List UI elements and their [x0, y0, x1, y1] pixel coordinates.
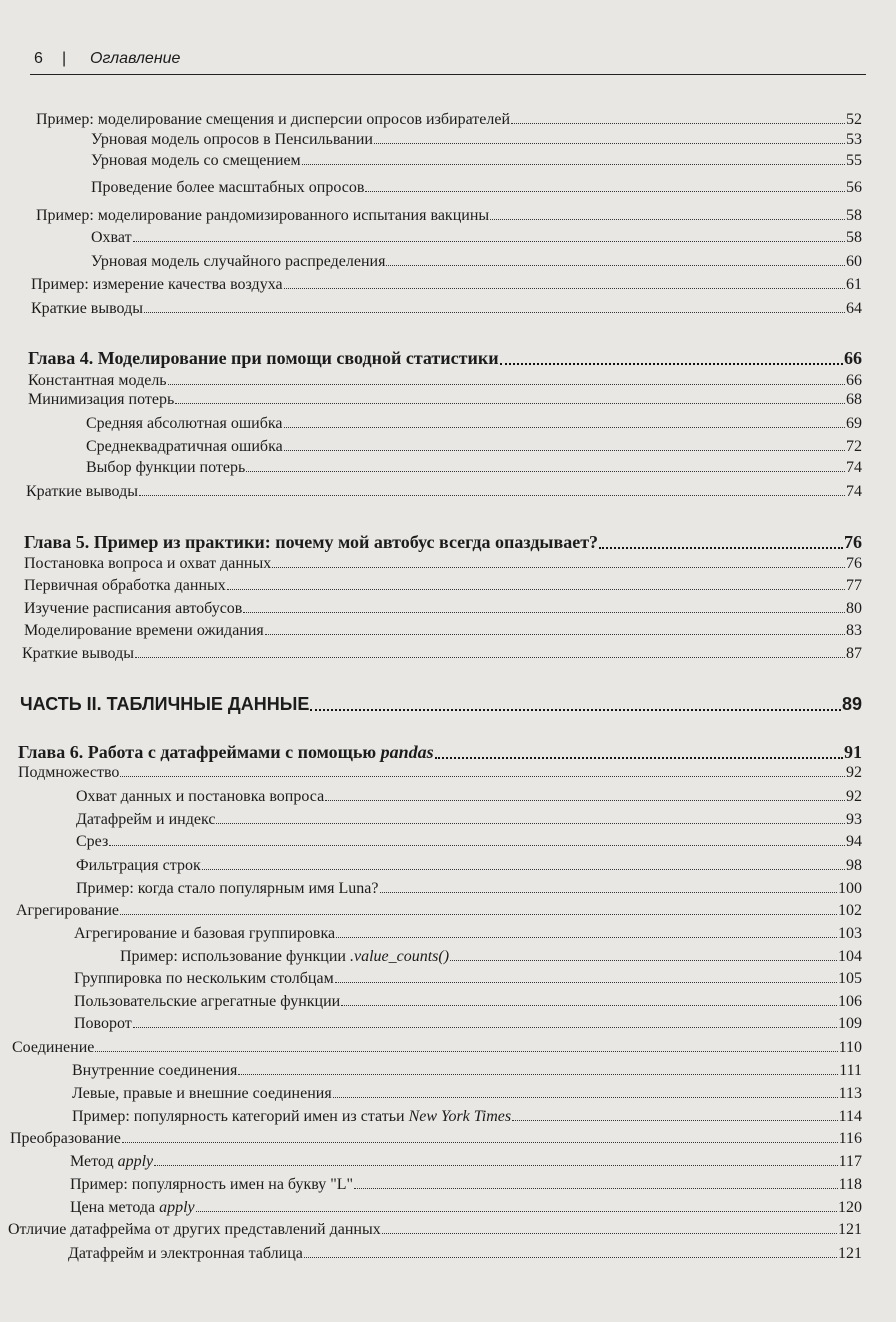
- toc-entry-title: Глава 6. Работа с датафреймами с помощью pandas: [18, 742, 434, 762]
- toc-entry-title: Минимизация потерь: [28, 391, 175, 408]
- toc-entry: [74, 968, 862, 992]
- toc-entry: [76, 831, 862, 855]
- toc-entry-title: Выбор функции потерь: [86, 459, 246, 476]
- toc-entry-title: Метод apply: [70, 1153, 154, 1170]
- toc-entry-title: Внутренние соединения: [72, 1062, 238, 1079]
- toc-entry-title: Урновая модель случайного распределения: [91, 253, 386, 270]
- toc-page-number: 106: [838, 993, 862, 1010]
- toc-entry: [18, 762, 862, 786]
- toc-entry-title: Агрегирование: [16, 902, 120, 919]
- toc-entry-title: Охват данных и постановка вопроса: [76, 788, 325, 805]
- toc-page-number: 61: [846, 276, 862, 293]
- toc-entry: [31, 298, 862, 322]
- toc-entry: [8, 1219, 862, 1243]
- toc-entry: [76, 855, 862, 879]
- toc-page-number: 118: [838, 1176, 862, 1193]
- toc-entry-title: Пример: моделирование смещения и дисперсии опросов избирателей: [36, 111, 511, 128]
- toc-entry-title: Проведение более масштабных опросов: [91, 179, 365, 196]
- toc-entry-title: Датафрейм и индекс: [76, 811, 216, 828]
- toc-page-number: 89: [841, 694, 862, 714]
- toc-entry-title: Пример: моделирование рандомизированного испытания вакцины: [36, 207, 490, 224]
- leader-dots: [135, 643, 845, 658]
- toc-entry-title: Левые, правые и внешние соединения: [72, 1085, 332, 1102]
- toc-entry: [26, 481, 862, 505]
- toc-entry: [24, 553, 862, 577]
- toc-entry-title: Датафрейм и электронная таблица: [68, 1245, 303, 1262]
- leader-dots: [325, 786, 845, 801]
- toc-page-number: 55: [846, 152, 862, 169]
- toc-entry: [16, 900, 862, 924]
- leader-dots: [168, 370, 845, 385]
- leader-dots: [120, 900, 837, 915]
- toc-entry: [72, 1083, 862, 1107]
- toc-entry: [120, 946, 862, 970]
- leader-dots: [216, 809, 845, 824]
- toc-entry-title: Глава 4. Моделирование при помощи сводной статистики: [28, 348, 499, 368]
- toc-page-number: 121: [838, 1221, 862, 1238]
- leader-dots: [227, 575, 845, 590]
- leader-dots: [512, 1106, 837, 1121]
- leader-dots: [284, 436, 845, 451]
- toc-page-number: 69: [846, 415, 862, 432]
- toc-entry-title: Агрегирование и базовая группировка: [74, 925, 336, 942]
- toc-entry-title: Пример: популярность категорий имен из статьи New York Times: [72, 1108, 512, 1125]
- leader-dots: [500, 347, 843, 365]
- toc-page-number: 66: [844, 348, 862, 368]
- toc-entry-title: Краткие выводы: [31, 300, 143, 317]
- toc-page-number: 98: [846, 857, 862, 874]
- header-separator: |: [62, 50, 67, 67]
- toc-entry-title: Преобразование: [10, 1130, 121, 1147]
- toc-page-number: 74: [846, 459, 862, 476]
- leader-dots: [122, 1128, 838, 1143]
- toc-entry-title: Изучение расписания автобусов: [24, 600, 243, 617]
- leader-dots: [175, 389, 845, 404]
- toc-page-number: 77: [846, 577, 862, 594]
- toc-entry: [91, 227, 862, 251]
- leader-dots: [284, 274, 845, 289]
- toc-page-number: 113: [838, 1085, 862, 1102]
- toc-page-number: 60: [846, 253, 862, 270]
- leader-dots: [599, 531, 843, 549]
- leader-dots: [120, 762, 845, 777]
- toc-entry-title: Охват: [91, 229, 132, 246]
- leader-dots: [154, 1151, 837, 1166]
- toc-page-number: 68: [846, 391, 862, 408]
- toc-page-number: 116: [838, 1130, 862, 1147]
- toc-entry-title: Подмножество: [18, 764, 120, 781]
- toc-entry-title: Среднеквадратичная ошибка: [86, 438, 283, 455]
- toc-entry: [24, 575, 862, 599]
- toc-page-number: 72: [846, 438, 862, 455]
- toc-page-number: 58: [846, 207, 862, 224]
- toc-entry: [70, 1151, 862, 1175]
- toc-entry: [72, 1060, 862, 1084]
- toc-page-number: 66: [846, 372, 862, 389]
- toc-entry-title: Моделирование времени ожидания: [24, 622, 264, 639]
- leader-dots: [382, 1219, 837, 1234]
- toc-entry: [24, 620, 862, 644]
- leader-dots: [272, 553, 845, 568]
- leader-dots: [304, 1243, 837, 1258]
- leader-dots: [284, 413, 845, 428]
- leader-dots: [144, 298, 845, 313]
- toc-page-number: 87: [846, 645, 862, 662]
- toc-entry: [72, 1106, 862, 1130]
- toc-entry: [76, 809, 862, 833]
- leader-dots: [238, 1060, 838, 1075]
- toc-entry: [31, 274, 862, 298]
- toc-entry: [36, 205, 862, 229]
- header-rule: [30, 74, 866, 75]
- toc-part-entry: [20, 693, 862, 717]
- leader-dots: [196, 1197, 837, 1212]
- toc-page-number: 121: [838, 1245, 862, 1262]
- toc-entry: [91, 251, 862, 275]
- leader-dots: [386, 251, 845, 266]
- leader-dots: [335, 968, 837, 983]
- leader-dots: [511, 109, 845, 124]
- toc-page-number: 109: [838, 1015, 862, 1032]
- leader-dots: [243, 598, 845, 613]
- toc-entry-title: Константная модель: [28, 372, 167, 389]
- toc-page-number: 64: [846, 300, 862, 317]
- leader-dots: [133, 1013, 837, 1028]
- toc-entry-title: Глава 5. Пример из практики: почему мой автобус всегда опаздывает?: [24, 532, 599, 552]
- leader-dots: [336, 923, 837, 938]
- toc-entry: [86, 413, 862, 437]
- toc-page-number: 53: [846, 131, 862, 148]
- toc-page-number: 103: [838, 925, 862, 942]
- leader-dots: [435, 741, 843, 759]
- toc-page-number: 105: [838, 970, 862, 987]
- toc-entry-title: ЧАСТЬ II. ТАБЛИЧНЫЕ ДАННЫЕ: [20, 694, 310, 714]
- toc-entry: [70, 1197, 862, 1221]
- leader-dots: [139, 481, 845, 496]
- toc-chapter-entry: [28, 347, 862, 371]
- toc-entry: [86, 457, 862, 481]
- toc-page-number: 117: [838, 1153, 862, 1170]
- toc-page-number: 102: [838, 902, 862, 919]
- toc-page-number: 52: [846, 111, 862, 128]
- leader-dots: [365, 177, 845, 192]
- toc-entry: [22, 643, 862, 667]
- toc-entry: [12, 1037, 862, 1061]
- toc-entry-title: Урновая модель опросов в Пенсильвании: [91, 131, 373, 148]
- toc-entry: [10, 1128, 862, 1152]
- toc-entry-title: Пользовательские агрегатные функции: [74, 993, 341, 1010]
- toc-page-number: 92: [846, 788, 862, 805]
- toc-entry: [24, 598, 862, 622]
- leader-dots: [302, 150, 845, 165]
- leader-dots: [490, 205, 845, 220]
- leader-dots: [310, 693, 841, 711]
- toc-entry-title: Краткие выводы: [26, 483, 138, 500]
- toc-entry: [74, 991, 862, 1015]
- toc-entry: [91, 177, 862, 201]
- toc-entry: [76, 878, 862, 902]
- toc-entry-title: Первичная обработка данных: [24, 577, 226, 594]
- leader-dots: [341, 991, 837, 1006]
- toc-entry-title: Соединение: [12, 1039, 95, 1056]
- toc-entry-title: Группировка по нескольким столбцам: [74, 970, 334, 987]
- toc-entry-title: Постановка вопроса и охват данных: [24, 555, 272, 572]
- toc-page-number: 92: [846, 764, 862, 781]
- toc-page-number: 111: [839, 1062, 862, 1079]
- toc-entry-title: Пример: когда стало популярным имя Luna?: [76, 880, 379, 897]
- toc-entry-title: Фильтрация строк: [76, 857, 201, 874]
- toc-page-number: 74: [846, 483, 862, 500]
- leader-dots: [246, 457, 845, 472]
- leader-dots: [450, 946, 837, 961]
- toc-page-number: 100: [838, 880, 862, 897]
- toc-page-number: 76: [844, 532, 862, 552]
- leader-dots: [109, 831, 845, 846]
- toc-page-number: 120: [838, 1199, 862, 1216]
- toc-entry-title: Урновая модель со смещением: [91, 152, 301, 169]
- toc-page-number: 76: [846, 555, 862, 572]
- leader-dots: [374, 129, 845, 144]
- toc-page-number: 83: [846, 622, 862, 639]
- leader-dots: [333, 1083, 838, 1098]
- toc-entry: [74, 923, 862, 947]
- leader-dots: [380, 878, 838, 893]
- toc-entry-title: Поворот: [74, 1015, 132, 1032]
- toc-entry-title: Пример: использование функции .value_counts(): [120, 948, 450, 965]
- toc-entry-title: Краткие выводы: [22, 645, 134, 662]
- toc-page-number: 91: [844, 742, 862, 762]
- header-title: Оглавление: [90, 50, 181, 67]
- toc-entry: [70, 1174, 862, 1198]
- toc-entry-title: Цена метода apply: [70, 1199, 195, 1216]
- toc-entry: [74, 1013, 862, 1037]
- page-number: 6: [34, 50, 43, 67]
- toc-page-number: 80: [846, 600, 862, 617]
- leader-dots: [133, 227, 845, 242]
- leader-dots: [265, 620, 845, 635]
- leader-dots: [95, 1037, 837, 1052]
- leader-dots: [202, 855, 845, 870]
- toc-entry-title: Средняя абсолютная ошибка: [86, 415, 283, 432]
- leader-dots: [354, 1174, 838, 1189]
- toc-page-number: 110: [838, 1039, 862, 1056]
- toc-entry: [76, 786, 862, 810]
- toc-entry-title: Пример: измерение качества воздуха: [31, 276, 283, 293]
- toc-entry: [28, 389, 862, 413]
- toc-page-number: 56: [846, 179, 862, 196]
- toc-entry-title: Отличие датафрейма от других представлений данных: [8, 1221, 381, 1238]
- toc-page-number: 104: [838, 948, 862, 965]
- toc-page-number: 58: [846, 229, 862, 246]
- running-header: [32, 50, 862, 74]
- toc-entry-title: Пример: популярность имен на букву "L": [70, 1176, 354, 1193]
- toc-entry: [68, 1243, 862, 1267]
- toc-page-number: 114: [838, 1108, 862, 1125]
- toc-page-number: 93: [846, 811, 862, 828]
- toc-entry: [91, 150, 862, 174]
- toc-chapter-entry: [24, 531, 862, 555]
- toc-page-number: 94: [846, 833, 862, 850]
- toc-entry-title: Срез: [76, 833, 109, 850]
